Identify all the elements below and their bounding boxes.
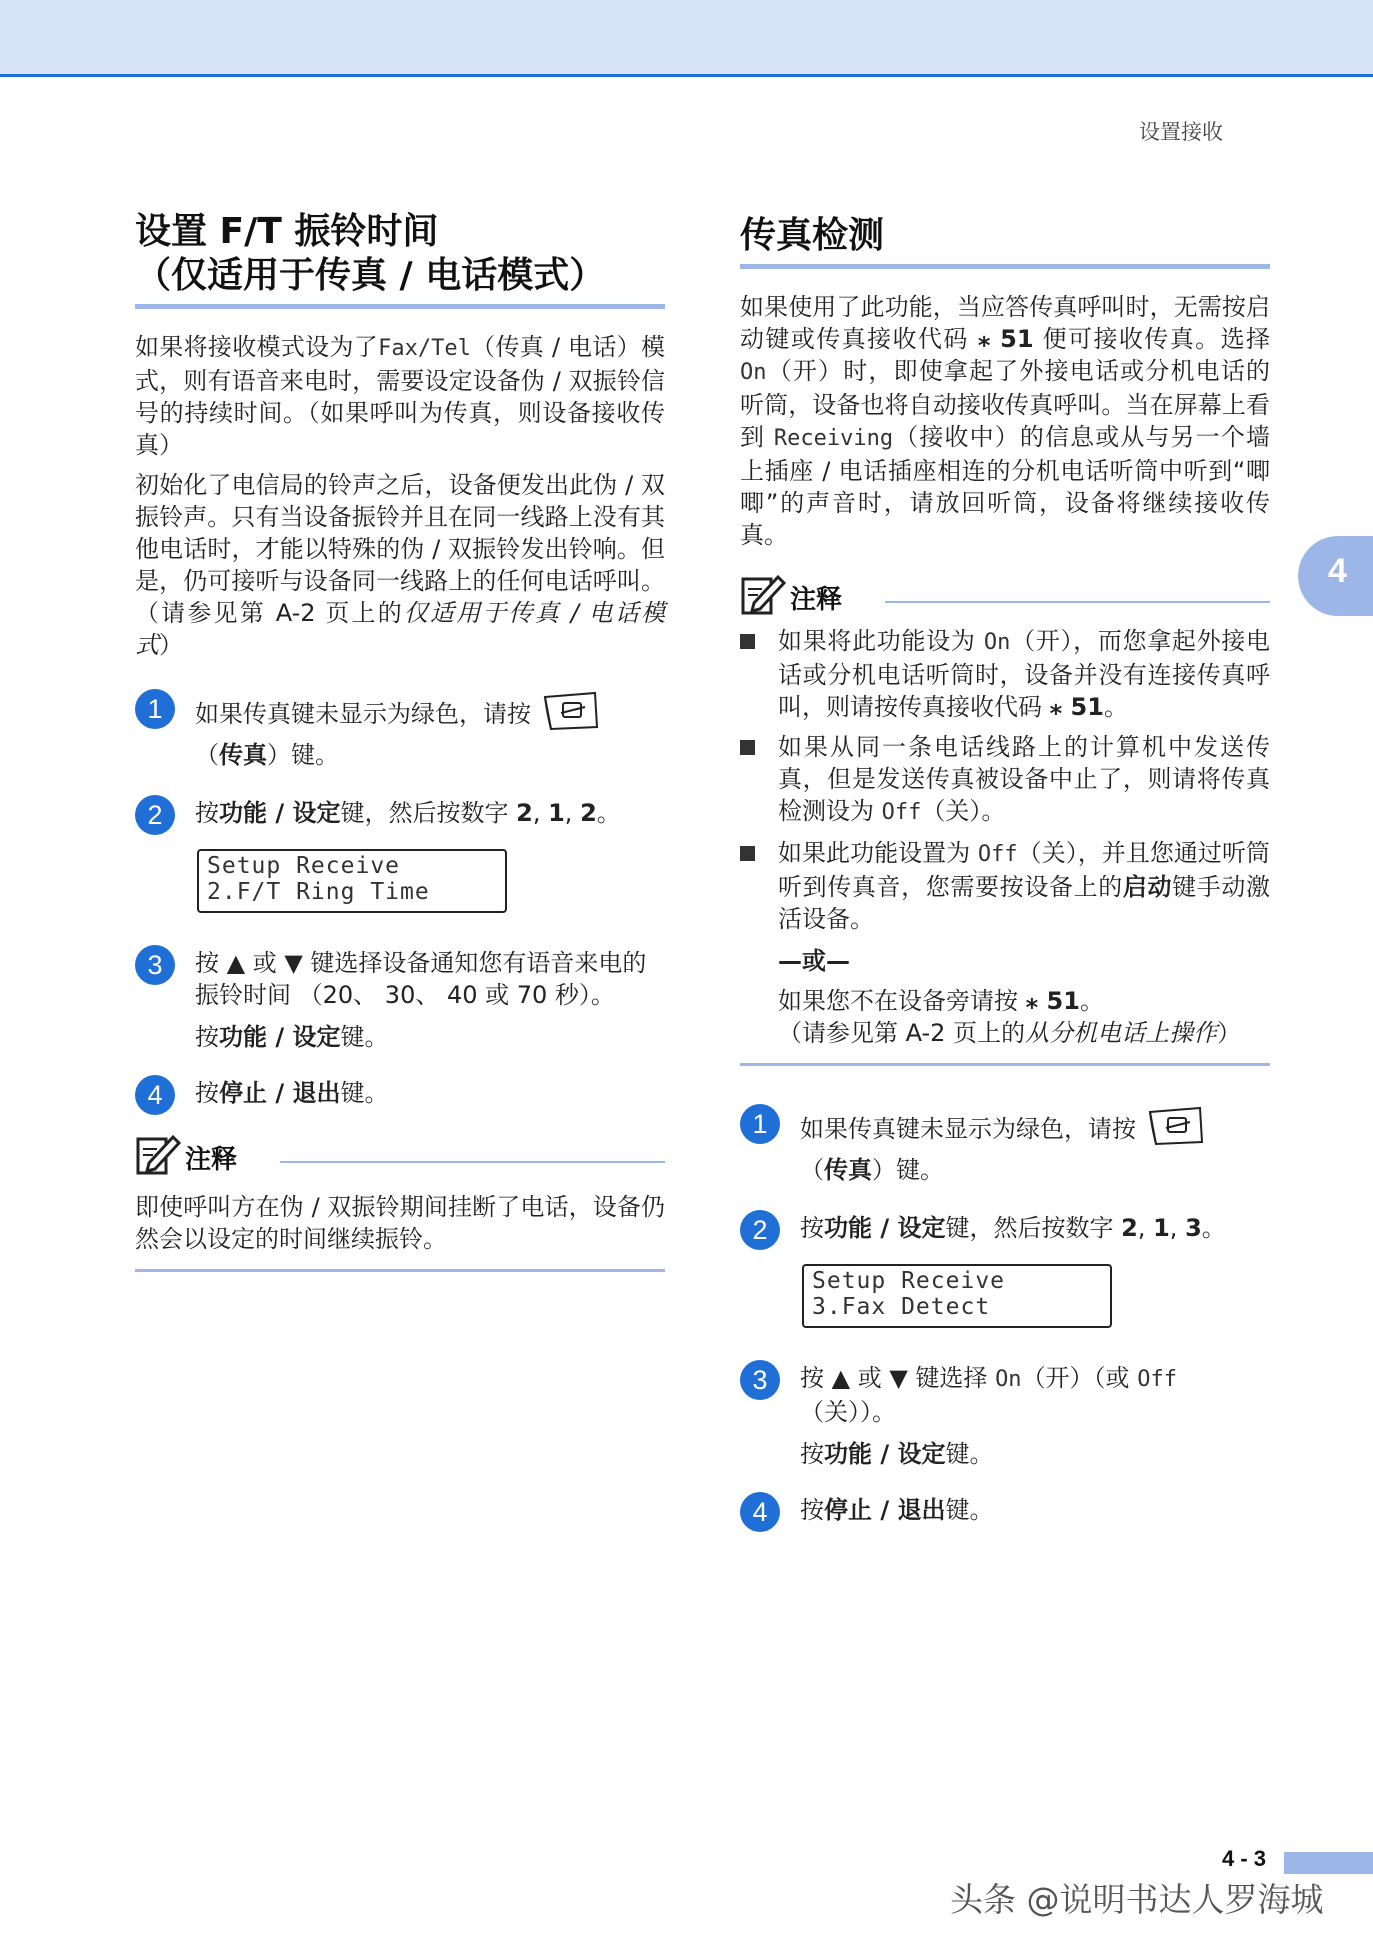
text: （ [195, 741, 219, 769]
step-text: 如果传真键未显示为绿色，请按 [195, 700, 531, 728]
text: 按 [195, 799, 219, 827]
text: （开）时，即使拿起了外接电话或分机电话的听筒，设备也将自动接收传真呼叫。当在屏幕上看到 [740, 357, 1270, 451]
page-number-bar [1284, 1852, 1373, 1874]
step-2 [740, 1212, 1270, 1244]
code: On [983, 630, 1011, 655]
text: 键。 [340, 1079, 389, 1107]
lcd-line-2: 3.Fax Detect [812, 1294, 991, 1320]
lcd-line-1: Setup Receive [812, 1268, 1006, 1294]
text: 如果使用了此功能，当应答传真呼叫时，无需按启动键或传真接收代码 [740, 293, 1270, 353]
lcd-display [197, 849, 507, 913]
text: 按 [800, 1214, 824, 1242]
step-1 [135, 691, 665, 771]
text: —或— [778, 947, 850, 975]
on-code: On [740, 360, 767, 385]
text: 如果将此功能设为 [778, 627, 984, 655]
text: 便可接收传真。选择 [1033, 325, 1270, 353]
intro-paragraph [135, 331, 665, 461]
top-band [0, 0, 1373, 77]
text: 功能 / 设定 [219, 1023, 341, 1051]
title-line-2: （仅适用于传真 / 电话模式） [135, 255, 606, 296]
text: 如果您不在设备旁请按 [778, 987, 1026, 1015]
lcd-line-2: 2.F/T Ring Time [207, 879, 430, 905]
text: 键手动激活设备。 [778, 873, 1271, 933]
step-text: 如果传真键未显示为绿色，请按 [800, 1115, 1136, 1143]
note-rule [885, 601, 1270, 603]
text: （传真 / 电话）模式，则有语音来电时，需要设定设备伪 / 双振铃信号的持续时间。（如果呼叫为传真，则设备接收传真） [135, 333, 665, 459]
text: 。 [1201, 1214, 1226, 1242]
step-text: 按 ▲ 或 ▼ 键选择设备通知您有语音来电的振铃时间 （20、 30、 40 或 70 秒）。 [195, 949, 647, 1009]
text: 按 [195, 1023, 219, 1051]
reference-link: 仅适用于传真 / 电话模式 [135, 599, 666, 659]
text: 。 [596, 799, 621, 827]
note-header [135, 1133, 665, 1181]
text: ）键。 [267, 741, 339, 769]
text: 启动 [1122, 873, 1173, 901]
text: （开），而您拿起外接电话或分机电话听筒时，设备并没有连接传真呼叫，则请按传真接收代码 [778, 627, 1270, 721]
bullet-marker [740, 634, 755, 649]
text: 键，然后按数字 [945, 1214, 1122, 1242]
text: 键。 [340, 1023, 389, 1051]
text: 如果此功能设置为 [778, 839, 978, 867]
text: 。 [1103, 693, 1128, 721]
text: ） [159, 631, 183, 659]
reference-link: 从分机电话上操作 [1025, 1019, 1218, 1047]
text: 传真 [824, 1156, 872, 1184]
detail-paragraph [135, 469, 665, 661]
fax-detect-paragraph [740, 291, 1270, 551]
or-separator [740, 945, 1270, 977]
step-number: 2 [740, 1210, 780, 1250]
note-title: 注释 [790, 585, 843, 615]
text: 1 [548, 799, 565, 827]
text: , [532, 799, 549, 827]
section-title-ft-ring [135, 210, 665, 309]
step-3 [135, 947, 665, 1053]
fax-tel-code: Fax/Tel [378, 336, 471, 361]
note-text: 即使呼叫方在伪 / 双振铃期间挂断了电话，设备仍然会以设定的时间继续振铃。 [135, 1193, 665, 1253]
text: （开）（或 [1021, 1364, 1138, 1392]
text: 键，然后按数字 [340, 799, 517, 827]
text: 键。 [945, 1496, 994, 1524]
note-end-rule [135, 1269, 665, 1272]
note-header [740, 573, 1270, 621]
text: （关），并且您通过听筒听到传真音，您需要按设备上的 [778, 839, 1270, 901]
text: 停止 / 退出 [824, 1496, 946, 1524]
step-subline [195, 1021, 665, 1053]
text: 2 [516, 799, 533, 827]
left-column [135, 210, 665, 1272]
text: 2 [580, 799, 597, 827]
text: （请参见第 A-2 页上的 [778, 1019, 1026, 1047]
text: ⁎ 51 [977, 325, 1034, 353]
section-title-fax-detect: 传真检测 [740, 210, 1270, 269]
text: ） [1217, 1019, 1242, 1047]
step-4 [135, 1077, 665, 1109]
text: ⁎ 51 [1025, 987, 1080, 1015]
text: ）键。 [872, 1156, 944, 1184]
text: 停止 / 退出 [219, 1079, 341, 1107]
text: （关））。 [800, 1398, 896, 1426]
text: 按 [800, 1496, 824, 1524]
step-subline [800, 1438, 1270, 1470]
note-bullet-1 [740, 625, 1270, 723]
page-number: 4 - 3 [1222, 1846, 1267, 1871]
text: 传真 [219, 741, 267, 769]
text: 初始化了电信局的铃声之后，设备便发出此伪 / 双振铃声。只有当设备振铃并且在同一线路上没有其他电话时，才能以特殊的伪 / 双振铃发出铃响。但是，仍可接听与设备同一线路上的任何电话呼叫。（请参见第 A-2 页上的 [135, 471, 665, 627]
right-column [740, 210, 1270, 1526]
step-number: 1 [740, 1104, 780, 1144]
note-bullet-2 [740, 731, 1270, 829]
text: 。 [1079, 987, 1104, 1015]
receiving-code: Receiving [773, 426, 894, 451]
step-number: 1 [135, 689, 175, 729]
text: 按 [195, 1079, 219, 1107]
bullet-marker [740, 846, 755, 861]
title-line-1: 设置 F/T 振铃时间 [135, 211, 439, 252]
text: , [564, 799, 581, 827]
step-number: 4 [135, 1075, 175, 1115]
lcd-display [802, 1264, 1112, 1328]
or-instruction [740, 985, 1270, 1049]
code: Off [881, 800, 922, 825]
text: 按 ▲ 或 ▼ 键选择 [800, 1364, 996, 1392]
text: 功能 / 设定 [824, 1214, 946, 1242]
chapter-number: 4 [1328, 552, 1347, 590]
text: （接收中）的信息或从与另一个墙上插座 / 电话插座相连的分机电话听筒中听到“唧唧”的声音时，请放回听筒，设备将继续接收传真。 [740, 423, 1270, 549]
text: 按 [800, 1440, 824, 1468]
text: 如果从同一条电话线路上的计算机中发送传真，但是发送传真被设备中止了，则请将传真检测设为 [778, 733, 1270, 825]
step-1 [740, 1106, 1270, 1186]
text: , [1169, 1214, 1186, 1242]
text: 功能 / 设定 [824, 1440, 946, 1468]
step-number: 4 [740, 1492, 780, 1532]
note-pencil-icon [740, 573, 786, 621]
chapter-tab [1298, 536, 1373, 616]
step-2 [135, 797, 665, 829]
note-bullet-3 [740, 837, 1270, 935]
text: , [1137, 1214, 1154, 1242]
code: Off [977, 842, 1018, 867]
step-4 [740, 1494, 1270, 1526]
text: 3 [1185, 1214, 1202, 1242]
note-pencil-icon [135, 1133, 181, 1181]
text: 功能 / 设定 [219, 799, 341, 827]
text: （ [800, 1156, 824, 1184]
note-end-rule [740, 1063, 1270, 1066]
text: ⁎ 51 [1049, 693, 1104, 721]
bullet-marker [740, 740, 755, 755]
text: 如果将接收模式设为了 [135, 333, 379, 361]
on-code: On [995, 1367, 1022, 1392]
step-3 [740, 1362, 1270, 1470]
off-code: Off [1137, 1367, 1177, 1392]
text: （关）。 [921, 797, 1006, 825]
text: 2 [1121, 1214, 1138, 1242]
text: 键。 [945, 1440, 994, 1468]
step-number: 3 [740, 1360, 780, 1400]
watermark: 头条 @说明书达人罗海城 [950, 1880, 1324, 1919]
note-title: 注释 [185, 1145, 238, 1175]
lcd-line-1: Setup Receive [207, 853, 401, 879]
fax-key-icon [541, 691, 601, 739]
fax-key-icon [1146, 1106, 1206, 1154]
note-rule [280, 1161, 665, 1163]
text: 1 [1153, 1214, 1170, 1242]
step-number: 3 [135, 945, 175, 985]
step-number: 2 [135, 795, 175, 835]
running-header: 设置接收 [1139, 120, 1223, 144]
